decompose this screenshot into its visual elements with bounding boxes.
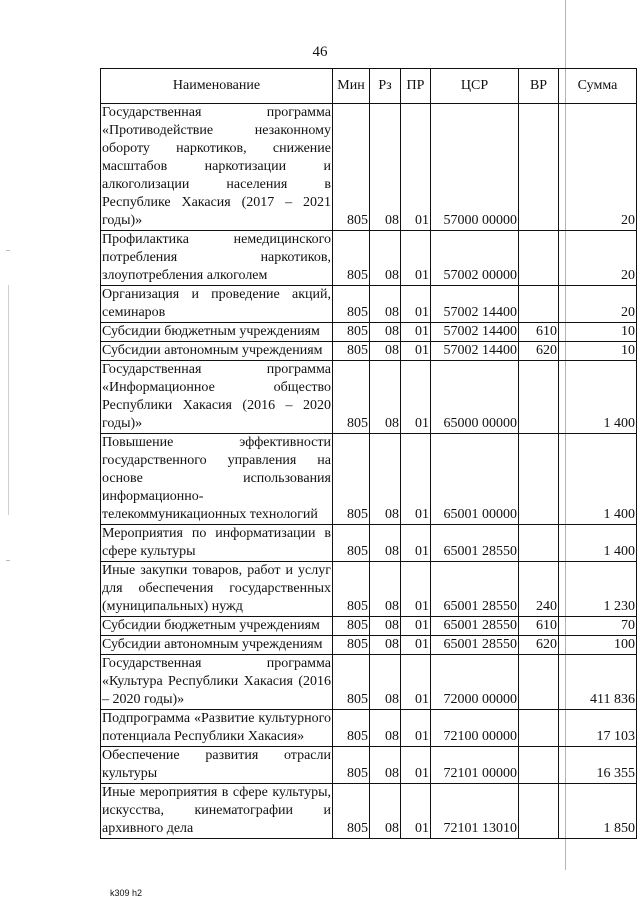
table-row <box>101 323 637 342</box>
row-vr-cell <box>519 286 559 323</box>
table-row <box>101 562 637 617</box>
table-row <box>101 361 637 434</box>
row-pr-cell: 01 <box>401 617 431 636</box>
table-row <box>101 784 637 839</box>
row-rz-cell: 08 <box>370 342 401 361</box>
row-vr-cell <box>519 655 559 710</box>
row-rz-cell: 08 <box>370 104 401 231</box>
row-min-cell: 805 <box>333 434 370 525</box>
row-pr-cell: 01 <box>401 323 431 342</box>
row-name-cell: Государственная программа «Противодействие незаконному обороту наркотиков, снижение масштабов наркотизации и алкоголизации населения в Республике Хакасия (2017 – 2021 годы)» <box>101 104 333 231</box>
row-pr-cell: 01 <box>401 104 431 231</box>
column-header-name: Наименование <box>101 69 333 104</box>
row-vr-cell: 620 <box>519 636 559 655</box>
row-pr-cell: 01 <box>401 434 431 525</box>
row-name-cell: Государственная программа «Информационное общество Республики Хакасия (2016 – 2020 годы)» <box>101 361 333 434</box>
table-row <box>101 655 637 710</box>
row-pr-cell: 01 <box>401 636 431 655</box>
row-sum-cell: 10 <box>559 342 637 361</box>
row-csr-cell: 65001 28550 <box>431 636 519 655</box>
footer-code: k309 h2 <box>110 888 143 898</box>
column-header-csr: ЦСР <box>431 69 519 104</box>
row-name-cell: Субсидии автономным учреждениям <box>101 636 333 655</box>
row-min-cell: 805 <box>333 361 370 434</box>
row-pr-cell: 01 <box>401 286 431 323</box>
row-csr-cell: 65001 00000 <box>431 434 519 525</box>
table-row <box>101 342 637 361</box>
column-header-sum: Сумма <box>559 69 637 104</box>
row-sum-cell: 20 <box>559 231 637 286</box>
row-rz-cell: 08 <box>370 562 401 617</box>
table-row <box>101 104 637 231</box>
row-pr-cell: 01 <box>401 747 431 784</box>
row-csr-cell: 72000 00000 <box>431 655 519 710</box>
row-min-cell: 805 <box>333 710 370 747</box>
row-csr-cell: 57002 14400 <box>431 323 519 342</box>
row-rz-cell: 08 <box>370 784 401 839</box>
row-csr-cell: 65001 28550 <box>431 525 519 562</box>
row-vr-cell <box>519 784 559 839</box>
row-rz-cell: 08 <box>370 323 401 342</box>
row-sum-cell: 10 <box>559 323 637 342</box>
row-rz-cell: 08 <box>370 747 401 784</box>
row-min-cell: 805 <box>333 747 370 784</box>
row-name-cell: Субсидии автономным учреждениям <box>101 342 333 361</box>
row-rz-cell: 08 <box>370 710 401 747</box>
row-min-cell: 805 <box>333 525 370 562</box>
row-csr-cell: 57002 14400 <box>431 342 519 361</box>
row-sum-cell: 1 400 <box>559 361 637 434</box>
row-vr-cell: 620 <box>519 342 559 361</box>
row-min-cell: 805 <box>333 784 370 839</box>
table-row <box>101 525 637 562</box>
row-pr-cell: 01 <box>401 710 431 747</box>
row-vr-cell <box>519 710 559 747</box>
table-row <box>101 636 637 655</box>
row-name-cell: Обеспечение развития отрасли культуры <box>101 747 333 784</box>
row-name-cell: Государственная программа «Культура Республики Хакасия (2016 – 2020 годы)» <box>101 655 333 710</box>
page-number: 46 <box>312 44 328 60</box>
row-pr-cell: 01 <box>401 361 431 434</box>
row-rz-cell: 08 <box>370 434 401 525</box>
row-pr-cell: 01 <box>401 655 431 710</box>
row-vr-cell <box>519 747 559 784</box>
row-pr-cell: 01 <box>401 562 431 617</box>
row-min-cell: 805 <box>333 655 370 710</box>
row-sum-cell: 70 <box>559 617 637 636</box>
row-min-cell: 805 <box>333 323 370 342</box>
row-sum-cell: 411 836 <box>559 655 637 710</box>
row-csr-cell: 72100 00000 <box>431 710 519 747</box>
row-sum-cell: 1 850 <box>559 784 637 839</box>
row-csr-cell: 65001 28550 <box>431 562 519 617</box>
row-name-cell: Повышение эффективности государственного управления на основе использования информационно-телекоммуникационных технологий <box>101 434 333 525</box>
row-pr-cell: 01 <box>401 525 431 562</box>
row-rz-cell: 08 <box>370 286 401 323</box>
row-min-cell: 805 <box>333 231 370 286</box>
row-pr-cell: 01 <box>401 231 431 286</box>
row-sum-cell: 20 <box>559 104 637 231</box>
column-header-vr: ВР <box>519 69 559 104</box>
row-rz-cell: 08 <box>370 525 401 562</box>
row-csr-cell: 65001 28550 <box>431 617 519 636</box>
row-csr-cell: 57002 00000 <box>431 231 519 286</box>
row-sum-cell: 16 355 <box>559 747 637 784</box>
row-min-cell: 805 <box>333 636 370 655</box>
row-name-cell: Подпрограмма «Развитие культурного потенциала Республики Хакасия» <box>101 710 333 747</box>
row-sum-cell: 1 400 <box>559 434 637 525</box>
row-name-cell: Организация и проведение акций, семинаров <box>101 286 333 323</box>
table-body <box>101 104 637 839</box>
row-name-cell: Мероприятия по информатизации в сфере культуры <box>101 525 333 562</box>
row-min-cell: 805 <box>333 342 370 361</box>
row-pr-cell: 01 <box>401 342 431 361</box>
row-vr-cell: 610 <box>519 617 559 636</box>
table-row <box>101 286 637 323</box>
row-rz-cell: 08 <box>370 231 401 286</box>
row-sum-cell: 1 400 <box>559 525 637 562</box>
row-name-cell: Иные мероприятия в сфере культуры, искусства, кинематографии и архивного дела <box>101 784 333 839</box>
row-name-cell: Субсидии бюджетным учреждениям <box>101 323 333 342</box>
column-header-pr: ПР <box>401 69 431 104</box>
scan-artifact-line-left <box>8 285 9 515</box>
row-vr-cell <box>519 104 559 231</box>
table-row <box>101 617 637 636</box>
row-vr-cell: 240 <box>519 562 559 617</box>
row-csr-cell: 72101 13010 <box>431 784 519 839</box>
row-name-cell: Иные закупки товаров, работ и услуг для обеспечения государственных (муниципальных) нужд <box>101 562 333 617</box>
row-vr-cell <box>519 434 559 525</box>
row-rz-cell: 08 <box>370 617 401 636</box>
row-pr-cell: 01 <box>401 784 431 839</box>
row-csr-cell: 65000 00000 <box>431 361 519 434</box>
row-rz-cell: 08 <box>370 361 401 434</box>
row-name-cell: Субсидии бюджетным учреждениям <box>101 617 333 636</box>
row-min-cell: 805 <box>333 562 370 617</box>
row-vr-cell <box>519 525 559 562</box>
table-row <box>101 710 637 747</box>
table-row <box>101 434 637 525</box>
budget-table <box>100 68 637 839</box>
column-header-min: Мин <box>333 69 370 104</box>
row-sum-cell: 20 <box>559 286 637 323</box>
table-row <box>101 231 637 286</box>
row-sum-cell: 1 230 <box>559 562 637 617</box>
row-csr-cell: 57000 00000 <box>431 104 519 231</box>
row-csr-cell: 57002 14400 <box>431 286 519 323</box>
row-vr-cell <box>519 361 559 434</box>
row-csr-cell: 72101 00000 <box>431 747 519 784</box>
row-vr-cell: 610 <box>519 323 559 342</box>
row-vr-cell <box>519 231 559 286</box>
row-rz-cell: 08 <box>370 636 401 655</box>
scan-artifact-dot <box>6 250 10 251</box>
row-name-cell: Профилактика немедицинского потребления наркотиков, злоупотребления алкоголем <box>101 231 333 286</box>
row-sum-cell: 100 <box>559 636 637 655</box>
row-min-cell: 805 <box>333 617 370 636</box>
row-sum-cell: 17 103 <box>559 710 637 747</box>
row-min-cell: 805 <box>333 286 370 323</box>
scan-artifact-dot <box>6 560 10 561</box>
column-header-rz: Рз <box>370 69 401 104</box>
row-min-cell: 805 <box>333 104 370 231</box>
row-rz-cell: 08 <box>370 655 401 710</box>
table-header-row <box>101 69 637 104</box>
table-row <box>101 747 637 784</box>
